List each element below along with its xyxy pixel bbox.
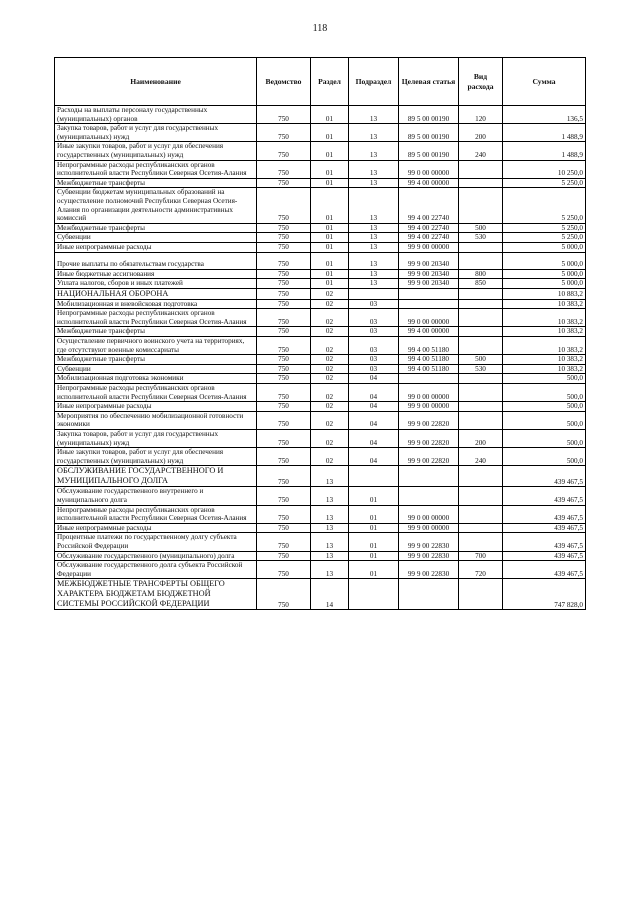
cell-sum: 5 250,0 [503, 223, 586, 233]
table-row [55, 411, 586, 429]
cell-subsection: 13 [349, 188, 399, 223]
cell-target: 99 4 00 51180 [399, 364, 459, 374]
cell-section: 01 [311, 223, 349, 233]
cell-subsection: 13 [349, 242, 399, 252]
cell-target: 99 9 00 20340 [399, 252, 459, 269]
cell-dept: 750 [257, 299, 311, 309]
cell-kind [459, 160, 503, 178]
cell-name: Обслуживание государственного внутреннего и муниципального долга [55, 487, 257, 505]
cell-sum: 5 000,0 [503, 279, 586, 289]
cell-target [399, 579, 459, 610]
cell-kind [459, 411, 503, 429]
cell-kind: 530 [459, 233, 503, 243]
cell-name: Непрограммные расходы республиканских органов исполнительной власти Республики Северная Осетия-Алания [55, 160, 257, 178]
cell-kind: 700 [459, 551, 503, 561]
table-row [55, 448, 586, 466]
cell-subsection: 03 [349, 309, 399, 327]
cell-sum: 1 488,9 [503, 142, 586, 160]
cell-section: 01 [311, 178, 349, 188]
cell-subsection: 04 [349, 430, 399, 448]
cell-kind [459, 242, 503, 252]
table-row [55, 430, 586, 448]
cell-section: 14 [311, 579, 349, 610]
cell-kind [459, 384, 503, 402]
cell-name: Осуществление первичного воинского учета на территориях, где отсутствуют военные комиссариаты [55, 337, 257, 355]
cell-target: 99 9 00 22830 [399, 561, 459, 579]
cell-sum: 500,0 [503, 374, 586, 384]
cell-section: 02 [311, 374, 349, 384]
cell-kind: 500 [459, 223, 503, 233]
cell-name: Непрограммные расходы республиканских органов исполнительной власти Республики Северная Осетия-Алания [55, 309, 257, 327]
cell-name: Мобилизационная и вневойсковая подготовка [55, 299, 257, 309]
table-row [55, 309, 586, 327]
column-header-target: Целевая статья [399, 58, 459, 106]
cell-dept: 750 [257, 242, 311, 252]
cell-sum: 500,0 [503, 411, 586, 429]
cell-name: Непрограммные расходы республиканских органов исполнительной власти Республики Северная Осетия-Алания [55, 384, 257, 402]
cell-name: Уплата налогов, сборов и иных платежей [55, 279, 257, 289]
cell-subsection: 01 [349, 487, 399, 505]
cell-sum: 10 383,2 [503, 337, 586, 355]
cell-dept: 750 [257, 523, 311, 533]
cell-sum: 5 000,0 [503, 252, 586, 269]
cell-subsection: 03 [349, 364, 399, 374]
cell-kind: 240 [459, 448, 503, 466]
table-row [55, 269, 586, 279]
cell-name: Иные непрограммные расходы [55, 523, 257, 533]
cell-section: 01 [311, 124, 349, 142]
cell-name: Межбюджетные трансферты [55, 355, 257, 365]
cell-kind [459, 487, 503, 505]
cell-section: 02 [311, 355, 349, 365]
cell-target: 99 4 00 51180 [399, 355, 459, 365]
cell-sum: 747 828,0 [503, 579, 586, 610]
cell-sum: 10 250,0 [503, 160, 586, 178]
cell-name: Закупка товаров, работ и услуг для государственных (муниципальных) нужд [55, 430, 257, 448]
cell-sum: 5 000,0 [503, 242, 586, 252]
cell-dept: 750 [257, 430, 311, 448]
cell-kind [459, 327, 503, 337]
cell-target: 99 9 00 22820 [399, 430, 459, 448]
cell-name: Иные закупки товаров, работ и услуг для обеспечения государственных (муниципальных) нужд [55, 142, 257, 160]
table-row [55, 288, 586, 299]
cell-subsection: 13 [349, 106, 399, 124]
cell-target: 89 5 00 00190 [399, 124, 459, 142]
cell-kind: 200 [459, 124, 503, 142]
cell-section: 13 [311, 523, 349, 533]
cell-target: 99 9 00 22830 [399, 533, 459, 551]
cell-dept: 750 [257, 402, 311, 412]
cell-section: 02 [311, 411, 349, 429]
cell-target: 99 9 00 20340 [399, 279, 459, 289]
cell-sum: 439 467,5 [503, 505, 586, 523]
cell-section: 13 [311, 487, 349, 505]
cell-name: Процентные платежи по государственному долгу субъекта Российской Федерации [55, 533, 257, 551]
cell-section: 02 [311, 430, 349, 448]
cell-sum: 439 467,5 [503, 466, 586, 487]
cell-kind: 800 [459, 269, 503, 279]
cell-target: 99 4 00 00000 [399, 327, 459, 337]
cell-name: НАЦИОНАЛЬНАЯ ОБОРОНА [55, 288, 257, 299]
table-row [55, 384, 586, 402]
cell-section: 02 [311, 309, 349, 327]
cell-subsection: 04 [349, 448, 399, 466]
cell-dept: 750 [257, 279, 311, 289]
cell-subsection: 13 [349, 223, 399, 233]
cell-kind [459, 579, 503, 610]
cell-sum: 439 467,5 [503, 533, 586, 551]
cell-name: ОБСЛУЖИВАНИЕ ГОСУДАРСТВЕННОГО И МУНИЦИПАЛЬНОГО ДОЛГА [55, 466, 257, 487]
cell-section: 13 [311, 505, 349, 523]
cell-name: Непрограммные расходы республиканских органов исполнительной власти Республики Северная Осетия-Алания [55, 505, 257, 523]
cell-name: Межбюджетные трансферты [55, 327, 257, 337]
cell-dept: 750 [257, 579, 311, 610]
cell-subsection: 13 [349, 124, 399, 142]
cell-name: Обслуживание государственного долга субъекта Российской Федерации [55, 561, 257, 579]
cell-name: Иные непрограммные расходы [55, 242, 257, 252]
cell-section: 13 [311, 533, 349, 551]
cell-dept: 750 [257, 448, 311, 466]
cell-sum: 10 383,2 [503, 309, 586, 327]
cell-target: 99 4 00 22740 [399, 223, 459, 233]
table-row [55, 487, 586, 505]
cell-name: Субвенции [55, 364, 257, 374]
cell-kind: 240 [459, 142, 503, 160]
cell-target: 99 9 00 22830 [399, 551, 459, 561]
table-row [55, 124, 586, 142]
cell-subsection: 13 [349, 178, 399, 188]
cell-kind: 200 [459, 430, 503, 448]
cell-target: 99 0 00 00000 [399, 309, 459, 327]
cell-sum: 439 467,5 [503, 561, 586, 579]
cell-dept: 750 [257, 411, 311, 429]
table-row [55, 233, 586, 243]
column-header-name: Наименование [55, 58, 257, 106]
cell-subsection: 03 [349, 299, 399, 309]
budget-table [54, 57, 586, 610]
cell-kind [459, 523, 503, 533]
cell-kind [459, 402, 503, 412]
table-row [55, 355, 586, 365]
cell-target: 99 9 00 00000 [399, 242, 459, 252]
cell-subsection: 13 [349, 160, 399, 178]
cell-sum: 439 467,5 [503, 551, 586, 561]
cell-section: 02 [311, 384, 349, 402]
cell-dept: 750 [257, 533, 311, 551]
cell-target: 89 5 00 00190 [399, 106, 459, 124]
cell-section: 01 [311, 252, 349, 269]
cell-sum: 5 000,0 [503, 269, 586, 279]
cell-subsection: 01 [349, 561, 399, 579]
cell-subsection: 04 [349, 384, 399, 402]
table-row [55, 551, 586, 561]
table-row [55, 533, 586, 551]
cell-dept: 750 [257, 288, 311, 299]
cell-target: 99 9 00 22820 [399, 411, 459, 429]
cell-name: Закупка товаров, работ и услуг для государственных (муниципальных) нужд [55, 124, 257, 142]
cell-dept: 750 [257, 233, 311, 243]
cell-sum: 5 250,0 [503, 233, 586, 243]
cell-subsection: 13 [349, 269, 399, 279]
table-row [55, 223, 586, 233]
cell-name: Иные закупки товаров, работ и услуг для обеспечения государственных (муниципальных) нужд [55, 448, 257, 466]
table-row [55, 188, 586, 223]
cell-dept: 750 [257, 505, 311, 523]
cell-sum: 500,0 [503, 402, 586, 412]
cell-section: 01 [311, 160, 349, 178]
cell-kind: 120 [459, 106, 503, 124]
cell-name: Межбюджетные трансферты [55, 178, 257, 188]
cell-target: 99 4 00 22740 [399, 233, 459, 243]
cell-sum: 439 467,5 [503, 487, 586, 505]
cell-name: Обслуживание государственного (муниципального) долга [55, 551, 257, 561]
cell-sum: 5 250,0 [503, 178, 586, 188]
cell-sum: 10 383,2 [503, 355, 586, 365]
cell-kind [459, 299, 503, 309]
cell-sum: 10 383,2 [503, 364, 586, 374]
cell-section: 01 [311, 142, 349, 160]
column-header-section: Раздел [311, 58, 349, 106]
cell-target: 99 0 00 00000 [399, 160, 459, 178]
table-row [55, 106, 586, 124]
cell-target: 99 4 00 00000 [399, 178, 459, 188]
cell-target [399, 299, 459, 309]
table-row [55, 523, 586, 533]
cell-dept: 750 [257, 337, 311, 355]
table-row [55, 142, 586, 160]
table-row [55, 279, 586, 289]
cell-target: 99 0 00 00000 [399, 384, 459, 402]
column-header-subsection: Подраздел [349, 58, 399, 106]
cell-sum: 500,0 [503, 430, 586, 448]
cell-section: 13 [311, 551, 349, 561]
cell-kind [459, 337, 503, 355]
table-row [55, 505, 586, 523]
cell-kind: 850 [459, 279, 503, 289]
cell-kind: 530 [459, 364, 503, 374]
column-header-kind: Вид расхода [459, 58, 503, 106]
cell-section: 01 [311, 269, 349, 279]
cell-section: 01 [311, 279, 349, 289]
cell-subsection: 13 [349, 233, 399, 243]
cell-name: Расходы на выплаты персоналу государственных (муниципальных) органов [55, 106, 257, 124]
cell-kind [459, 188, 503, 223]
cell-section: 02 [311, 448, 349, 466]
table-row [55, 364, 586, 374]
cell-name: Прочие выплаты по обязательствам государства [55, 252, 257, 269]
table-row [55, 579, 586, 610]
table-header-row [55, 58, 586, 106]
cell-target: 99 4 00 51180 [399, 337, 459, 355]
cell-target [399, 374, 459, 384]
cell-sum: 10 883,2 [503, 288, 586, 299]
cell-subsection: 13 [349, 252, 399, 269]
cell-target: 99 9 00 00000 [399, 402, 459, 412]
cell-dept: 750 [257, 551, 311, 561]
column-header-sum: Сумма [503, 58, 586, 106]
column-header-dept: Ведомство [257, 58, 311, 106]
cell-section: 02 [311, 364, 349, 374]
cell-section: 01 [311, 233, 349, 243]
cell-kind: 500 [459, 355, 503, 365]
cell-section: 01 [311, 242, 349, 252]
cell-kind [459, 505, 503, 523]
table-row [55, 466, 586, 487]
cell-dept: 750 [257, 269, 311, 279]
cell-dept: 750 [257, 374, 311, 384]
cell-kind [459, 252, 503, 269]
cell-target: 99 9 00 00000 [399, 523, 459, 533]
table-row [55, 299, 586, 309]
cell-dept: 750 [257, 561, 311, 579]
cell-subsection: 13 [349, 279, 399, 289]
cell-section: 02 [311, 337, 349, 355]
cell-subsection: 03 [349, 337, 399, 355]
cell-section: 13 [311, 561, 349, 579]
cell-target [399, 466, 459, 487]
cell-name: МЕЖБЮДЖЕТНЫЕ ТРАНСФЕРТЫ ОБЩЕГО ХАРАКТЕРА БЮДЖЕТАМ БЮДЖЕТНОЙ СИСТЕМЫ РОССИЙСКОЙ ФЕДЕРАЦИИ [55, 579, 257, 610]
table-row [55, 561, 586, 579]
cell-sum: 439 467,5 [503, 523, 586, 533]
cell-sum: 500,0 [503, 448, 586, 466]
cell-dept: 750 [257, 309, 311, 327]
cell-dept: 750 [257, 160, 311, 178]
cell-name: Иные бюджетные ассигнования [55, 269, 257, 279]
cell-name: Субвенции бюджетам муниципальных образований на осуществление полномочий Республики Северная Осетия-Алания по организации деятельности административных комиссий [55, 188, 257, 223]
cell-name: Мобилизационная подготовка экономики [55, 374, 257, 384]
cell-target: 99 9 00 22820 [399, 448, 459, 466]
cell-section: 02 [311, 327, 349, 337]
cell-section: 02 [311, 402, 349, 412]
cell-dept: 750 [257, 355, 311, 365]
cell-subsection: 13 [349, 142, 399, 160]
cell-target: 99 9 00 20340 [399, 269, 459, 279]
table-row [55, 402, 586, 412]
cell-dept: 750 [257, 223, 311, 233]
cell-name: Межбюджетные трансферты [55, 223, 257, 233]
cell-dept: 750 [257, 106, 311, 124]
cell-section: 13 [311, 466, 349, 487]
cell-sum: 5 250,0 [503, 188, 586, 223]
cell-target [399, 288, 459, 299]
cell-section: 02 [311, 299, 349, 309]
table-row [55, 337, 586, 355]
cell-section: 02 [311, 288, 349, 299]
cell-dept: 750 [257, 188, 311, 223]
cell-dept: 750 [257, 124, 311, 142]
cell-subsection [349, 288, 399, 299]
cell-kind [459, 533, 503, 551]
table-row [55, 374, 586, 384]
table-row [55, 252, 586, 269]
cell-name: Иные непрограммные расходы [55, 402, 257, 412]
cell-sum: 136,5 [503, 106, 586, 124]
table-row [55, 327, 586, 337]
table-row [55, 160, 586, 178]
cell-subsection: 01 [349, 533, 399, 551]
cell-dept: 750 [257, 364, 311, 374]
cell-dept: 750 [257, 487, 311, 505]
cell-subsection: 04 [349, 374, 399, 384]
cell-sum: 1 488,9 [503, 124, 586, 142]
cell-dept: 750 [257, 178, 311, 188]
cell-subsection: 01 [349, 523, 399, 533]
cell-section: 01 [311, 106, 349, 124]
cell-sum: 10 383,2 [503, 327, 586, 337]
cell-subsection: 01 [349, 505, 399, 523]
cell-kind [459, 288, 503, 299]
cell-name: Мероприятия по обеспечению мобилизационной готовности экономики [55, 411, 257, 429]
cell-subsection [349, 466, 399, 487]
cell-subsection [349, 579, 399, 610]
cell-subsection: 03 [349, 327, 399, 337]
cell-dept: 750 [257, 327, 311, 337]
cell-dept: 750 [257, 466, 311, 487]
cell-sum: 500,0 [503, 384, 586, 402]
cell-target: 89 5 00 00190 [399, 142, 459, 160]
cell-kind [459, 466, 503, 487]
cell-kind [459, 309, 503, 327]
cell-dept: 750 [257, 142, 311, 160]
cell-dept: 750 [257, 384, 311, 402]
page-number: 118 [312, 23, 328, 34]
cell-sum: 10 383,2 [503, 299, 586, 309]
cell-target: 99 0 00 00000 [399, 505, 459, 523]
table-row [55, 242, 586, 252]
cell-subsection: 03 [349, 355, 399, 365]
table-body [55, 106, 586, 610]
cell-target: 99 4 00 22740 [399, 188, 459, 223]
cell-kind: 720 [459, 561, 503, 579]
cell-name: Субвенции [55, 233, 257, 243]
cell-section: 01 [311, 188, 349, 223]
cell-kind [459, 178, 503, 188]
table-row [55, 178, 586, 188]
cell-subsection: 04 [349, 402, 399, 412]
cell-dept: 750 [257, 252, 311, 269]
cell-target [399, 487, 459, 505]
cell-subsection: 04 [349, 411, 399, 429]
cell-subsection: 01 [349, 551, 399, 561]
cell-kind [459, 374, 503, 384]
